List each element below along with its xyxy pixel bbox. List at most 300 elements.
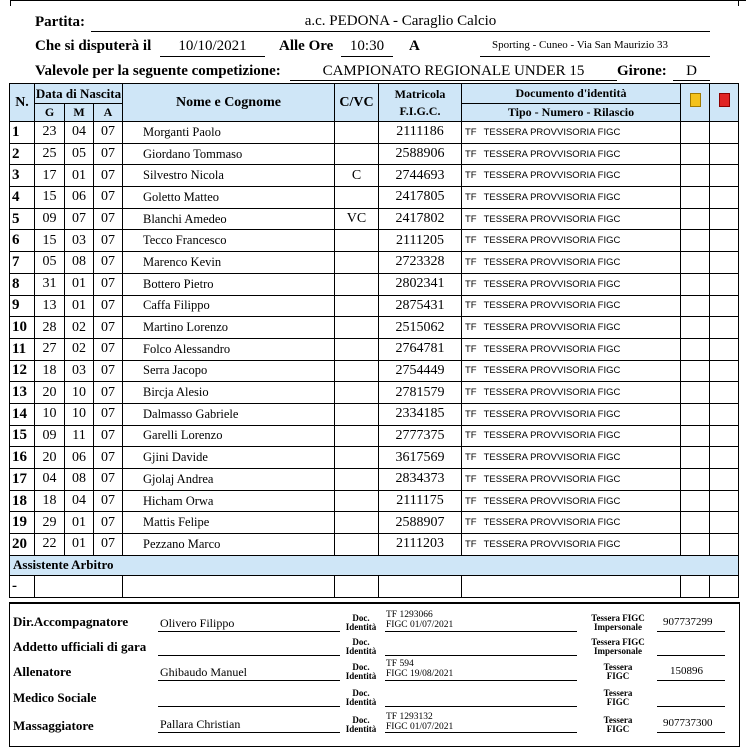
doc-type: TF: [465, 408, 477, 420]
header-m: M: [65, 104, 94, 122]
red-card-cell: [710, 534, 739, 556]
yellow-card-cell: [681, 447, 710, 469]
document-id: [462, 469, 681, 491]
matricola: 2111186: [379, 122, 462, 144]
header-birthdate: Data di Nascita: [35, 84, 123, 104]
red-card-cell: [710, 447, 739, 469]
red-card-icon: [719, 93, 730, 107]
massaggiatore-name-line: [158, 732, 340, 733]
player-name: Folco Alessandro: [123, 338, 335, 360]
header-red-card: [710, 84, 739, 122]
allenatore-name-line: [158, 680, 340, 681]
player-name: Martino Lorenzo: [123, 317, 335, 339]
doc-type: TF: [465, 256, 477, 268]
birth-month: 10: [65, 382, 94, 404]
birth-day: 20: [35, 447, 65, 469]
dir-accompagnatore-label: Dir.Accompagnatore: [13, 614, 129, 629]
doc-description: TESSERA PROVVISORIA FIGC: [483, 538, 621, 550]
row-number: 15: [10, 425, 35, 447]
captain-role: [335, 122, 379, 144]
red-card-cell: [710, 230, 739, 252]
header-a: A: [94, 104, 123, 122]
dir-name-line: [158, 631, 340, 632]
yellow-card-cell: [681, 534, 710, 556]
assistente-matricola: [379, 575, 462, 597]
player-name: Bottero Pietro: [123, 273, 335, 295]
assistente-red: [710, 575, 739, 597]
header-g: G: [35, 104, 65, 122]
doc-description: TESSERA PROVVISORIA FIGC: [483, 343, 621, 355]
medico-doc-label: Doc. Identità: [345, 688, 377, 707]
doc-description: TESSERA PROVVISORIA FIGC: [483, 408, 621, 420]
yellow-card-cell: [681, 425, 710, 447]
row-number: 14: [10, 403, 35, 425]
captain-role: [335, 252, 379, 274]
birth-month: 04: [65, 490, 94, 512]
addetto-label: Addetto ufficiali di gara: [13, 639, 147, 654]
document-id: [462, 512, 681, 534]
red-card-cell: [710, 273, 739, 295]
red-card-cell: [710, 360, 739, 382]
matricola: 2417802: [379, 208, 462, 230]
competizione-underline: [290, 80, 617, 81]
matricola: 2111205: [379, 230, 462, 252]
doc-type: TF: [465, 148, 477, 160]
matricola: 2515062: [379, 317, 462, 339]
row-number: 8: [10, 273, 35, 295]
table-row: [10, 425, 739, 447]
birth-year: 07: [94, 447, 123, 469]
table-row: [10, 512, 739, 534]
header-name: Nome e Cognome: [123, 84, 335, 122]
doc-description: TESSERA PROVVISORIA FIGC: [483, 148, 621, 160]
birth-day: 09: [35, 208, 65, 230]
competizione-value: CAMPIONATO REGIONALE UNDER 15: [322, 63, 585, 79]
birth-day: 10: [35, 403, 65, 425]
doc-description: TESSERA PROVVISORIA FIGC: [483, 235, 621, 247]
captain-role: [335, 469, 379, 491]
header-yellow-card: [681, 84, 710, 122]
matricola: 2744693: [379, 165, 462, 187]
table-row: [10, 230, 739, 252]
captain-role: [335, 143, 379, 165]
header-n: N.: [10, 84, 35, 122]
doc-description: TESSERA PROVVISORIA FIGC: [483, 213, 621, 225]
girone-value: D: [686, 63, 697, 79]
addetto-doc-label: Doc. Identità: [345, 637, 377, 656]
allenatore-tessera-label: Tessera FIGC: [603, 662, 633, 681]
assistente-name: [123, 575, 335, 597]
birth-day: 22: [35, 534, 65, 556]
doc-type: TF: [465, 278, 477, 290]
captain-role: [335, 403, 379, 425]
medico-doc-line: [385, 706, 577, 707]
table-row: [10, 273, 739, 295]
medico-label: Medico Sociale: [13, 690, 97, 705]
time-underline: [341, 56, 393, 57]
red-card-cell: [710, 469, 739, 491]
birth-year: 07: [94, 425, 123, 447]
matricola: 2777375: [379, 425, 462, 447]
table-row: [10, 403, 739, 425]
red-card-cell: [710, 317, 739, 339]
dir-accompagnatore-name: Olivero Filippo: [160, 616, 235, 630]
yellow-card-cell: [681, 403, 710, 425]
birth-day: 28: [35, 317, 65, 339]
player-name: Garelli Lorenzo: [123, 425, 335, 447]
assistente-arbitro-label: Assistente Arbitro: [10, 555, 739, 575]
header-matricola: [379, 84, 462, 122]
captain-role: [335, 273, 379, 295]
red-card-cell: [710, 143, 739, 165]
captain-role: [335, 447, 379, 469]
partita-label: Partita:: [35, 14, 85, 30]
row-number: 7: [10, 252, 35, 274]
matricola: 2754449: [379, 360, 462, 382]
row-number: 9: [10, 295, 35, 317]
assistente-cvc: [335, 575, 379, 597]
red-card-cell: [710, 208, 739, 230]
row-number: 10: [10, 317, 35, 339]
player-name: Caffa Filippo: [123, 295, 335, 317]
medico-name-line: [158, 706, 340, 707]
birth-year: 07: [94, 122, 123, 144]
birth-year: 07: [94, 230, 123, 252]
document-id: [462, 143, 681, 165]
doc-description: TESSERA PROVVISORIA FIGC: [483, 517, 621, 529]
captain-role: [335, 512, 379, 534]
doc-type: TF: [465, 235, 477, 247]
matricola: 2334185: [379, 403, 462, 425]
matricola: 2111175: [379, 490, 462, 512]
document-id: [462, 403, 681, 425]
match-location: Sporting - Cuneo - Via San Maurizio 33: [491, 39, 669, 51]
player-name: Mattis Felipe: [123, 512, 335, 534]
yellow-card-icon: [690, 93, 701, 107]
table-row: [10, 252, 739, 274]
matricola: 2764781: [379, 338, 462, 360]
birth-month: 03: [65, 230, 94, 252]
table-row: [10, 447, 739, 469]
birth-day: 17: [35, 165, 65, 187]
birth-year: 07: [94, 273, 123, 295]
birth-year: 07: [94, 143, 123, 165]
row-number: 6: [10, 230, 35, 252]
massaggiatore-doc-value: TF 1293132 FIGC 01/07/2021: [386, 712, 454, 732]
row-number: 16: [10, 447, 35, 469]
birth-month: 06: [65, 447, 94, 469]
birth-month: 01: [65, 534, 94, 556]
match-time: 10:30: [349, 38, 385, 54]
matricola: 2417805: [379, 187, 462, 209]
assistente-row-n: -: [10, 575, 35, 597]
table-row: [10, 317, 739, 339]
massaggiatore-name: Pallara Christian: [160, 717, 241, 731]
document-id: [462, 447, 681, 469]
red-card-cell: [710, 403, 739, 425]
addetto-name-line: [158, 655, 340, 656]
document-id: [462, 273, 681, 295]
yellow-card-cell: [681, 317, 710, 339]
yellow-card-cell: [681, 382, 710, 404]
red-card-cell: [710, 122, 739, 144]
birth-month: 08: [65, 469, 94, 491]
doc-description: TESSERA PROVVISORIA FIGC: [483, 278, 621, 290]
birth-year: 07: [94, 252, 123, 274]
player-name: Giordano Tommaso: [123, 143, 335, 165]
dir-doc-label: Doc. Identità: [345, 613, 377, 632]
birth-day: 15: [35, 187, 65, 209]
table-row: [10, 490, 739, 512]
captain-role: [335, 382, 379, 404]
birth-month: 10: [65, 403, 94, 425]
document-id: [462, 360, 681, 382]
addetto-tess-line: [657, 655, 725, 656]
player-name: Gjolaj Andrea: [123, 469, 335, 491]
captain-role: [335, 360, 379, 382]
doc-description: TESSERA PROVVISORIA FIGC: [483, 452, 621, 464]
table-row: [10, 143, 739, 165]
doc-type: TF: [465, 300, 477, 312]
matricola: 2588906: [379, 143, 462, 165]
birth-year: 07: [94, 469, 123, 491]
birth-day: 15: [35, 230, 65, 252]
player-name: Dalmasso Gabriele: [123, 403, 335, 425]
yellow-card-cell: [681, 469, 710, 491]
birth-month: 05: [65, 143, 94, 165]
birth-year: 07: [94, 187, 123, 209]
disputera-label: Che si disputerà il: [35, 38, 152, 54]
document-id: [462, 165, 681, 187]
captain-role: [335, 187, 379, 209]
yellow-card-cell: [681, 187, 710, 209]
player-name: Blanchi Amedeo: [123, 208, 335, 230]
doc-type: TF: [465, 430, 477, 442]
birth-month: 03: [65, 360, 94, 382]
birth-month: 02: [65, 338, 94, 360]
massaggiatore-tessera-value: 907737300: [663, 717, 713, 729]
row-number: 4: [10, 187, 35, 209]
doc-type: TF: [465, 538, 477, 550]
allenatore-doc-line: [385, 680, 577, 681]
document-id: [462, 208, 681, 230]
players-table: [9, 83, 739, 598]
birth-month: 01: [65, 165, 94, 187]
addetto-tessera-label: Tessera FIGC Impersonale: [591, 637, 645, 656]
doc-description: TESSERA PROVVISORIA FIGC: [483, 191, 621, 203]
birth-day: 04: [35, 469, 65, 491]
red-card-cell: [710, 165, 739, 187]
doc-type: TF: [465, 126, 477, 138]
document-id: [462, 490, 681, 512]
birth-year: 07: [94, 338, 123, 360]
player-name: Serra Jacopo: [123, 360, 335, 382]
massaggiatore-tessera-label: Tessera FIGC: [603, 715, 633, 734]
birth-month: 01: [65, 295, 94, 317]
birth-year: 07: [94, 317, 123, 339]
doc-description: TESSERA PROVVISORIA FIGC: [483, 473, 621, 485]
captain-role: [335, 338, 379, 360]
massaggiatore-tess-line: [657, 732, 725, 733]
doc-type: TF: [465, 473, 477, 485]
yellow-card-cell: [681, 252, 710, 274]
table-row: [10, 534, 739, 556]
girone-label: Girone:: [617, 63, 667, 79]
birth-day: 09: [35, 425, 65, 447]
document-id: [462, 382, 681, 404]
birth-day: 23: [35, 122, 65, 144]
red-card-cell: [710, 512, 739, 534]
dir-tessera-label: Tessera FIGC Impersonale: [591, 613, 645, 632]
document-id: [462, 230, 681, 252]
doc-description: TESSERA PROVVISORIA FIGC: [483, 170, 621, 182]
doc-description: TESSERA PROVVISORIA FIGC: [483, 126, 621, 138]
matricola: 3617569: [379, 447, 462, 469]
player-name: Silvestro Nicola: [123, 165, 335, 187]
dir-tessera-value: 907737299: [663, 616, 713, 628]
header-matricola-line2: F.I.G.C.: [399, 103, 441, 118]
row-number: 17: [10, 469, 35, 491]
massaggiatore-label: Massaggiatore: [13, 718, 94, 733]
doc-type: TF: [465, 322, 477, 334]
birth-month: 06: [65, 187, 94, 209]
red-card-cell: [710, 295, 739, 317]
table-row: [10, 382, 739, 404]
yellow-card-cell: [681, 295, 710, 317]
yellow-card-cell: [681, 230, 710, 252]
birth-year: 07: [94, 490, 123, 512]
birth-month: 02: [65, 317, 94, 339]
birth-month: 04: [65, 122, 94, 144]
birth-month: 01: [65, 512, 94, 534]
allenatore-tessera-value: 150896: [670, 665, 703, 677]
row-number: 20: [10, 534, 35, 556]
doc-type: TF: [465, 517, 477, 529]
birth-year: 07: [94, 360, 123, 382]
birth-day: 20: [35, 382, 65, 404]
row-number: 3: [10, 165, 35, 187]
doc-description: TESSERA PROVVISORIA FIGC: [483, 322, 621, 334]
partita-underline: [91, 31, 710, 32]
doc-type: TF: [465, 387, 477, 399]
document-id: [462, 338, 681, 360]
yellow-card-cell: [681, 338, 710, 360]
matricola: 2723328: [379, 252, 462, 274]
birth-year: 07: [94, 165, 123, 187]
player-name: Bircja Alesio: [123, 382, 335, 404]
birth-month: 07: [65, 208, 94, 230]
girone-underline: [673, 80, 710, 81]
red-card-cell: [710, 382, 739, 404]
medico-tessera-label: Tessera FIGC: [603, 688, 633, 707]
yellow-card-cell: [681, 512, 710, 534]
top-border: [0, 0, 747, 6]
a-label: A: [409, 38, 420, 54]
document-id: [462, 252, 681, 274]
doc-description: TESSERA PROVVISORIA FIGC: [483, 300, 621, 312]
yellow-card-cell: [681, 122, 710, 144]
captain-role: [335, 425, 379, 447]
birth-day: 27: [35, 338, 65, 360]
matricola: 2802341: [379, 273, 462, 295]
doc-type: TF: [465, 365, 477, 377]
table-row: [10, 295, 739, 317]
row-number: 18: [10, 490, 35, 512]
allenatore-label: Allenatore: [13, 664, 72, 679]
birth-day: 29: [35, 512, 65, 534]
location-underline: [480, 56, 710, 57]
captain-role: [335, 317, 379, 339]
table-row: [10, 187, 739, 209]
alle-ore-label: Alle Ore: [279, 38, 334, 54]
doc-type: TF: [465, 191, 477, 203]
addetto-doc-line: [385, 655, 577, 656]
birth-year: 07: [94, 208, 123, 230]
doc-type: TF: [465, 213, 477, 225]
doc-type: TF: [465, 343, 477, 355]
matricola: 2111203: [379, 534, 462, 556]
red-card-cell: [710, 425, 739, 447]
doc-type: TF: [465, 170, 477, 182]
red-card-cell: [710, 252, 739, 274]
staff-section: [9, 602, 740, 747]
captain-role: VC: [335, 208, 379, 230]
document-id: [462, 295, 681, 317]
medico-tess-line: [657, 706, 725, 707]
birth-year: 07: [94, 403, 123, 425]
document-id: [462, 534, 681, 556]
table-row: [10, 208, 739, 230]
player-name: Hicham Orwa: [123, 490, 335, 512]
player-name: Marenco Kevin: [123, 252, 335, 274]
player-name: Pezzano Marco: [123, 534, 335, 556]
table-row: [10, 122, 739, 144]
match-date: 10/10/2021: [178, 38, 247, 54]
yellow-card-cell: [681, 490, 710, 512]
captain-role: [335, 534, 379, 556]
doc-type: TF: [465, 495, 477, 507]
header-cvc: C/VC: [335, 84, 379, 122]
dir-doc-line: [385, 631, 577, 632]
birth-day: 18: [35, 490, 65, 512]
birth-day: 25: [35, 143, 65, 165]
yellow-card-cell: [681, 273, 710, 295]
row-number: 5: [10, 208, 35, 230]
massaggiatore-doc-label: Doc. Identità: [345, 715, 377, 734]
allenatore-doc-value: TF 594 FIGC 19/08/2021: [386, 659, 454, 679]
document-id: [462, 187, 681, 209]
red-card-cell: [710, 490, 739, 512]
doc-description: TESSERA PROVVISORIA FIGC: [483, 365, 621, 377]
dir-tess-line: [657, 631, 725, 632]
row-number: 13: [10, 382, 35, 404]
captain-role: [335, 295, 379, 317]
red-card-cell: [710, 187, 739, 209]
yellow-card-cell: [681, 165, 710, 187]
document-id: [462, 425, 681, 447]
birth-month: 11: [65, 425, 94, 447]
player-name: Morganti Paolo: [123, 122, 335, 144]
yellow-card-cell: [681, 143, 710, 165]
captain-role: [335, 490, 379, 512]
doc-description: TESSERA PROVVISORIA FIGC: [483, 387, 621, 399]
header-doc-1: Documento d'identità: [462, 84, 681, 104]
birth-month: 08: [65, 252, 94, 274]
matricola: 2875431: [379, 295, 462, 317]
birth-day: 31: [35, 273, 65, 295]
allenatore-tess-line: [657, 680, 725, 681]
table-row: [10, 165, 739, 187]
